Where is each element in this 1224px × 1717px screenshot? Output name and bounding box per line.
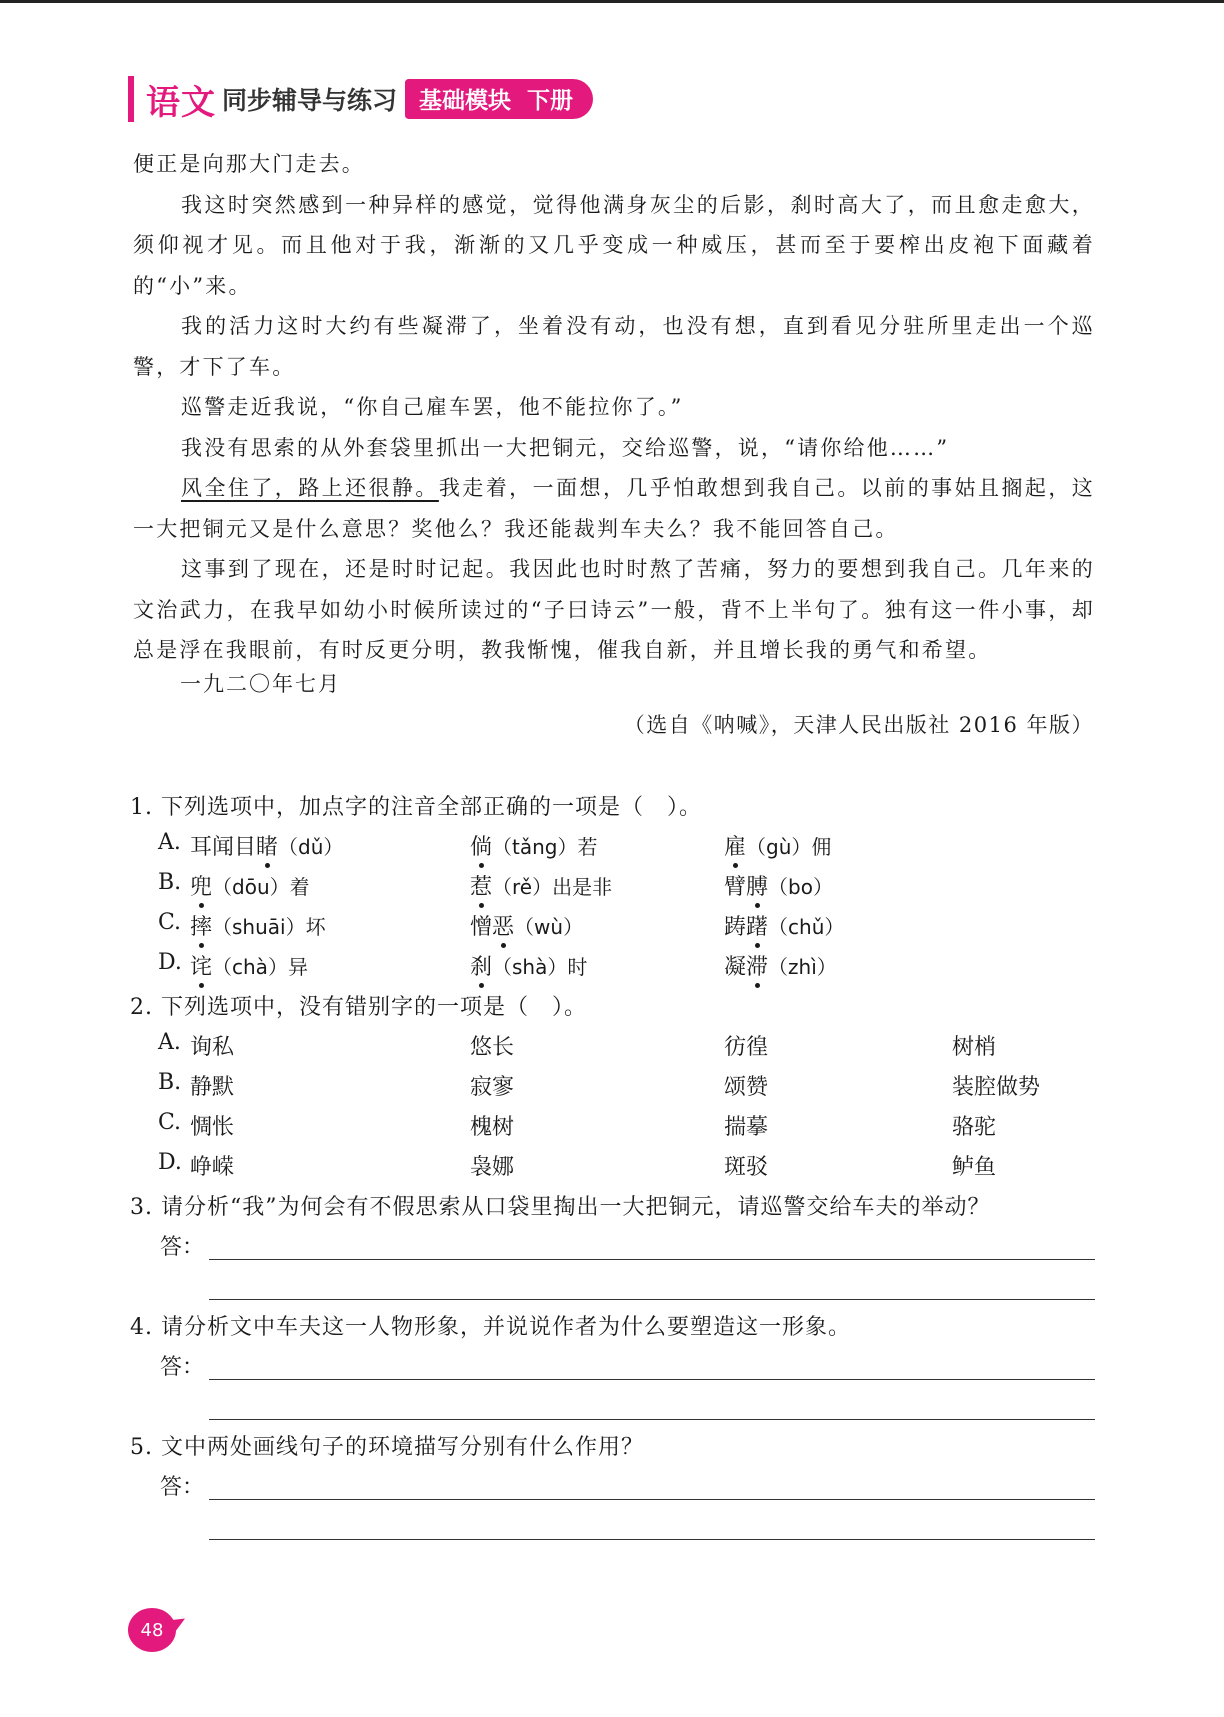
q1-option-d-item3: 凝滞（zhì） [724,955,837,980]
q2-option-c-label: C. [158,1110,182,1135]
answer-line[interactable] [209,1539,1095,1540]
question-4-stem: 4. 请分析文中车夫这一人物形象，并说说作者为什么要塑造这一形象。 [130,1315,851,1340]
passage-paragraph [133,468,1095,549]
answer-line[interactable] [209,1499,1095,1500]
q2-option-a-word1: 询私 [190,1035,235,1060]
q1-option-b-item1: 兜（dōu）着 [190,875,310,900]
answer-line[interactable] [209,1259,1095,1260]
q2-option-c-word1: 惆怅 [190,1115,235,1140]
answer-line[interactable] [209,1419,1095,1420]
q1-option-b-label: B. [158,870,182,895]
q1-option-d-item1: 诧（chà）异 [190,955,308,980]
question-3-stem: 3. 请分析“我”为何会有不假思索从口袋里掏出一大把铜元，请巡警交给车夫的举动？ [130,1195,991,1220]
passage-paragraph: 我的活力这时大约有些凝滞了，坐着没有动，也没有想，直到看见分驻所里走出一个巡警，才下了车。 [133,314,1095,379]
passage-paragraph: 便正是向那大门走去。 [133,152,365,176]
passage-date: 一九二〇年七月 [180,672,341,696]
answer-label: 答： [160,1235,205,1260]
q2-option-b-word4: 装腔做势 [952,1075,1041,1100]
header-module: 基础模块 [419,88,512,114]
passage-paragraph: 这事到了现在，还是时时记起。我因此也时时熬了苦痛，努力的要想到我自己。几年来的文治武力，在我早如幼小时候所读过的“子曰诗云”一般，背不上半句了。独有这一件小事，却总是浮在我眼前，有时反更分明，教我惭愧，催我自新，并且增长我的勇气和希望。 [133,557,1095,662]
passage-paragraph: 巡警走近我说，“你自己雇车罢，他不能拉你了。” [181,395,684,419]
answer-line[interactable] [209,1379,1095,1380]
q2-option-a-word4: 树梢 [952,1035,997,1060]
passage-text: 我走着，一面想，几乎怕敢想到我自己。以前的事姑且搁起， [438,476,1072,500]
reading-passage [133,144,1095,671]
q2-option-a-word3: 彷徨 [724,1035,769,1060]
q1-option-c-item2: 憎恶（wù） [470,915,584,940]
question-1-stem: 1. 下列选项中，加点字的注音全部正确的一项是（ ）。 [130,795,702,820]
q1-option-d-item2: 刹（shà）时 [470,955,588,980]
q1-option-c-item1: 摔（shuāi）坏 [190,915,326,940]
page-number: 48 [128,1608,176,1652]
q2-option-c-word4: 骆驼 [952,1115,997,1140]
top-border [0,0,1224,3]
passage-paragraph: 我没有思索的从外套袋里抓出一大把铜元，交给巡警，说，“请你给他……” [181,435,950,460]
answer-label: 答： [160,1355,205,1380]
q2-option-d-word3: 斑驳 [724,1155,769,1180]
q2-option-b-word3: 颂赞 [724,1075,769,1100]
q1-option-c-label: C. [158,910,182,935]
q1-option-b-item3: 臂膊（bo） [724,875,833,900]
header-accent-bar [128,76,134,122]
header-module-badge [405,79,593,119]
q2-option-d-word4: 鲈鱼 [952,1155,997,1180]
question-2-stem: 2. 下列选项中，没有错别字的一项是（ ）。 [130,995,587,1020]
header-subject: 语文 [146,82,216,123]
q2-option-c-word2: 槐树 [470,1115,515,1140]
q1-option-a-item3: 雇（gù）佣 [724,835,832,860]
q1-option-c-item3: 踌躇（chǔ） [724,915,845,940]
q1-option-a-label: A. [158,830,181,855]
q2-option-a-label: A. [158,1030,181,1055]
question-5-stem: 5. 文中两处画线句子的环境描写分别有什么作用？ [130,1435,644,1460]
q2-option-b-word1: 静默 [190,1075,235,1100]
q1-option-b-item2: 惹（rě）出是非 [470,875,613,900]
header-book-title: 同步辅导与练习 [222,86,398,115]
passage-paragraph: 我这时突然感到一种异样的感觉，觉得他满身灰尘的后影，刹时高大了，而且愈走愈大，须仰视才见。而且他对于我，渐渐的又几乎变成一种威压，甚而至于要榨出皮袍下面藏着的“小”来。 [133,192,1095,298]
q2-option-b-word2: 寂寥 [470,1075,515,1100]
q1-option-a-item1: 耳闻目睹（dǔ） [190,835,344,860]
answer-line[interactable] [209,1299,1095,1300]
q2-option-c-word3: 揣摹 [724,1115,769,1140]
q2-option-b-label: B. [158,1070,182,1095]
q1-option-a-item2: 倘（tǎng）若 [470,835,598,860]
q1-option-d-label: D. [158,950,182,975]
passage-source: （选自《呐喊》，天津人民出版社 2016 年版） [623,713,1094,737]
page-header [128,76,593,122]
underlined-sentence: 风全住了，路上还很静。 [181,476,439,500]
header-volume: 下册 [527,88,574,114]
answer-label: 答： [160,1475,205,1500]
q2-option-d-word1: 峥嵘 [190,1155,235,1180]
q2-option-d-label: D. [158,1150,182,1175]
q2-option-d-word2: 袅娜 [470,1155,515,1180]
passage-text: 这一大把铜元又是什么意思？奖他么？我还能裁判车夫么？我不能回答自己。 [133,476,1095,541]
q2-option-a-word2: 悠长 [470,1035,515,1060]
